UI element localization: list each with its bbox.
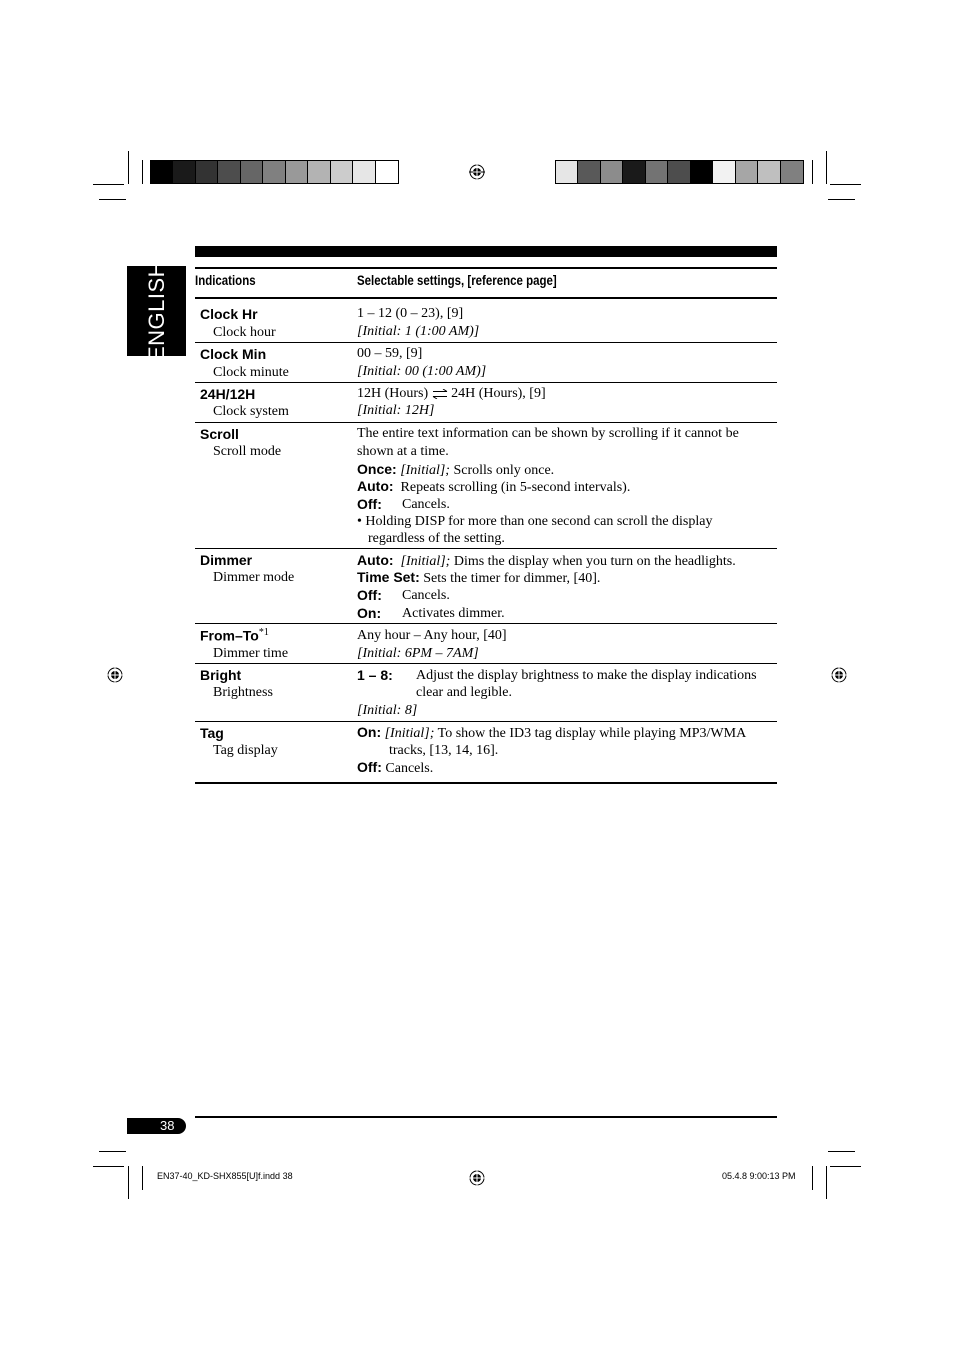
- divider: [195, 721, 777, 722]
- crop-mark: [828, 1151, 855, 1152]
- setting-value: 1 – 12 (0 – 23), [9]: [357, 306, 464, 321]
- divider: [195, 663, 777, 664]
- color-swatch: [353, 161, 375, 183]
- setting-text: The entire text information can be shown by scrolling if it cannot be: [357, 426, 739, 441]
- setting-option: Auto: Repeats scrolling (in 5-second intervals).: [357, 478, 631, 495]
- setting-option: On:: [357, 605, 382, 621]
- color-swatch: [623, 161, 645, 183]
- setting-option: 1 – 8:: [357, 667, 393, 683]
- color-swatch: [781, 161, 803, 183]
- setting-initial: [Initial: 8]: [357, 703, 418, 718]
- setting-initial: [Initial: 00 (1:00 AM)]: [357, 364, 487, 379]
- color-swatch: [241, 161, 263, 183]
- crop-mark: [142, 160, 143, 184]
- indication-name: Tag: [200, 725, 224, 741]
- crop-mark: [826, 1166, 827, 1199]
- crop-mark: [93, 184, 124, 185]
- setting-value: Any hour – Any hour, [40]: [357, 628, 507, 643]
- color-swatch: [196, 161, 218, 183]
- indication-desc: Brightness: [213, 685, 273, 700]
- footer-file-label: EN37-40_KD-SHX855[U]f.indd 38: [157, 1171, 293, 1181]
- divider: [195, 422, 777, 423]
- divider: [195, 548, 777, 549]
- divider: [195, 342, 777, 343]
- indication-name: Bright: [200, 667, 242, 683]
- indication-name: Clock Min: [200, 346, 267, 362]
- grayscale-bar-left: [150, 160, 399, 184]
- setting-option-text: clear and legible.: [416, 685, 513, 700]
- toggle-arrows-icon: [432, 389, 448, 399]
- setting-option: Once: [Initial]; Scrolls only once.: [357, 461, 555, 478]
- registration-mark-icon: [107, 667, 123, 683]
- indication-name: From–To$^{*1}$: [200, 627, 269, 644]
- divider: [195, 297, 777, 299]
- registration-mark-icon: [469, 1170, 485, 1186]
- setting-option: Time Set: Sets the timer for dimmer, [40].: [357, 569, 601, 586]
- setting-option-text: Cancels.: [402, 497, 450, 512]
- indication-name: Scroll: [200, 426, 239, 442]
- setting-option: Off:: [357, 587, 382, 603]
- indication-desc: Clock system: [213, 404, 289, 419]
- color-swatch: [556, 161, 578, 183]
- column-header-indications: Indications: [195, 272, 256, 288]
- color-swatch: [286, 161, 308, 183]
- indication-desc: Dimmer time: [213, 646, 289, 661]
- color-swatch: [713, 161, 735, 183]
- crop-mark: [142, 1166, 143, 1190]
- setting-value: 12H (Hours) 24H (Hours), [9]: [357, 386, 546, 401]
- color-swatch: [308, 161, 330, 183]
- setting-initial: [Initial: 6PM – 7AM]: [357, 646, 479, 661]
- setting-option: Off: Cancels.: [357, 759, 434, 776]
- registration-mark-icon: [831, 667, 847, 683]
- color-swatch: [578, 161, 600, 183]
- setting-initial: [Initial: 12H]: [357, 403, 435, 418]
- color-swatch: [601, 161, 623, 183]
- language-tab: ENGLISH: [127, 266, 186, 356]
- crop-mark: [99, 199, 126, 200]
- divider: [195, 623, 777, 624]
- crop-mark: [830, 1166, 861, 1167]
- color-swatch: [668, 161, 690, 183]
- column-header-settings: Selectable settings, [reference page]: [357, 272, 557, 288]
- color-swatch: [646, 161, 668, 183]
- setting-option: Off:: [357, 496, 382, 512]
- indication-desc: Clock minute: [213, 365, 289, 380]
- indication-desc: Tag display: [213, 743, 278, 758]
- indication-name: 24H/12H: [200, 386, 256, 402]
- divider: [195, 1116, 777, 1118]
- crop-mark: [99, 1151, 126, 1152]
- crop-mark: [812, 1166, 813, 1190]
- color-swatch: [263, 161, 285, 183]
- crop-mark: [128, 1166, 129, 1199]
- color-swatch: [736, 161, 758, 183]
- color-swatch: [376, 161, 398, 183]
- setting-option-text: Adjust the display brightness to make the display indications: [416, 668, 757, 683]
- setting-initial: [Initial: 1 (1:00 AM)]: [357, 324, 480, 339]
- crop-mark: [830, 184, 861, 185]
- crop-mark: [812, 160, 813, 184]
- indication-name: Clock Hr: [200, 306, 258, 322]
- page-number-badge: 38: [127, 1118, 186, 1134]
- divider: [195, 782, 777, 784]
- setting-note: • Holding DISP for more than one second can scroll the display: [357, 514, 713, 529]
- setting-option: Auto: [Initial]; Dims the display when you turn on the headlights.: [357, 552, 736, 569]
- setting-text: shown at a time.: [357, 444, 449, 459]
- crop-mark: [826, 151, 827, 184]
- setting-note: regardless of the setting.: [368, 531, 505, 546]
- divider: [195, 267, 777, 269]
- setting-option-text: Activates dimmer.: [402, 606, 505, 621]
- color-swatch: [173, 161, 195, 183]
- indication-desc: Dimmer mode: [213, 570, 295, 585]
- setting-option-text: Cancels.: [402, 588, 450, 603]
- crop-mark: [128, 151, 129, 184]
- crop-mark: [93, 1166, 124, 1167]
- crop-mark: [828, 199, 855, 200]
- setting-value: 00 – 59, [9]: [357, 346, 423, 361]
- color-swatch: [691, 161, 713, 183]
- indication-desc: Scroll mode: [213, 444, 282, 459]
- setting-option: On: [Initial]; To show the ID3 tag display while playing MP3/WMA: [357, 724, 747, 741]
- setting-option-text: tracks, [13, 14, 16].: [389, 743, 499, 758]
- registration-mark-icon: [469, 164, 485, 180]
- indication-name: Dimmer: [200, 552, 253, 568]
- color-swatch: [331, 161, 353, 183]
- color-swatch: [151, 161, 173, 183]
- color-swatch: [218, 161, 240, 183]
- footer-date-label: 05.4.8 9:00:13 PM: [722, 1171, 796, 1181]
- color-swatch: [758, 161, 780, 183]
- indication-desc: Clock hour: [213, 325, 276, 340]
- table-top-band: [195, 246, 777, 257]
- color-bar-right: [555, 160, 804, 184]
- divider: [195, 382, 777, 383]
